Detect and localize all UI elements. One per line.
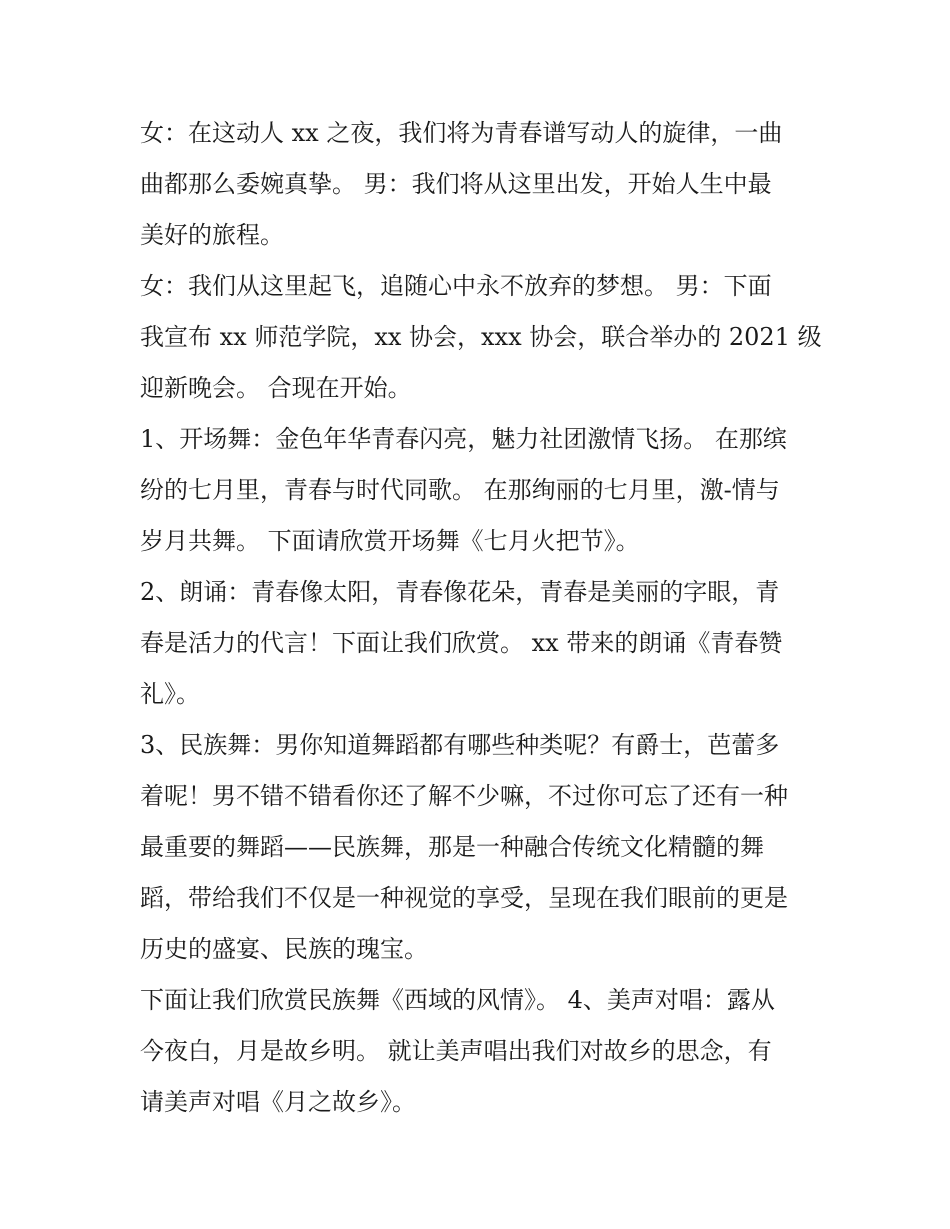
text-line: 我宣布 xx 师范学院，xx 协会，xxx 协会，联合举办的 2021 级 [140,323,822,351]
text-line: 最重要的舞蹈——民族舞，那是一种融合传统文化精髓的舞 [140,833,764,861]
text-line: 迎新晚会。 合现在开始。 [140,374,412,402]
paragraph-announcement [140,261,820,414]
text-line: 岁月共舞。 下面请欣赏开场舞《七月火把节》。 [140,527,640,555]
paragraph-opening-female [140,108,820,261]
text-line: 春是活力的代言！下面让我们欣赏。 xx 带来的朗诵《青春赞 [140,629,783,657]
paragraph-program-2-recitation [140,567,820,720]
text-line: 着呢！男不错不错看你还了解不少嘛，不过你可忘了还有一种 [140,782,788,810]
document-body [140,108,820,1128]
text-line: 1、开场舞：金色年华青春闪亮，魅力社团激情飞扬。 在那缤 [140,425,787,453]
text-line: 下面让我们欣赏民族舞《西域的风情》。 4、美声对唱：露从 [140,986,775,1014]
paragraph-program-3-folk-dance [140,720,820,975]
text-line: 纷的七月里，青春与时代同歌。 在那绚丽的七月里，激-情与 [140,476,780,504]
text-line: 女：我们从这里起飞，追随心中永不放弃的梦想。 男：下面 [140,272,772,300]
paragraph-program-1-opening-dance [140,414,820,567]
text-line: 今夜白，月是故乡明。 就让美声唱出我们对故乡的思念，有 [140,1037,772,1065]
text-line: 请美声对唱《月之故乡》。 [140,1088,416,1116]
text-line: 美好的旅程。 [140,221,284,249]
text-line: 曲都那么委婉真挚。 男：我们将从这里出发，开始人生中最 [140,170,772,198]
text-line: 2、朗诵：青春像太阳，青春像花朵，青春是美丽的字眼，青 [140,578,780,606]
paragraph-program-4-vocal-duet [140,975,820,1128]
text-line: 历史的盛宴、民族的瑰宝。 [140,935,428,963]
text-line: 3、民族舞：男你知道舞蹈都有哪些种类呢？有爵士，芭蕾多 [140,731,780,759]
text-line: 礼》。 [140,680,200,708]
text-line: 女：在这动人 xx 之夜，我们将为青春谱写动人的旋律，一曲 [140,119,783,147]
text-line: 蹈，带给我们不仅是一种视觉的享受，呈现在我们眼前的更是 [140,884,788,912]
